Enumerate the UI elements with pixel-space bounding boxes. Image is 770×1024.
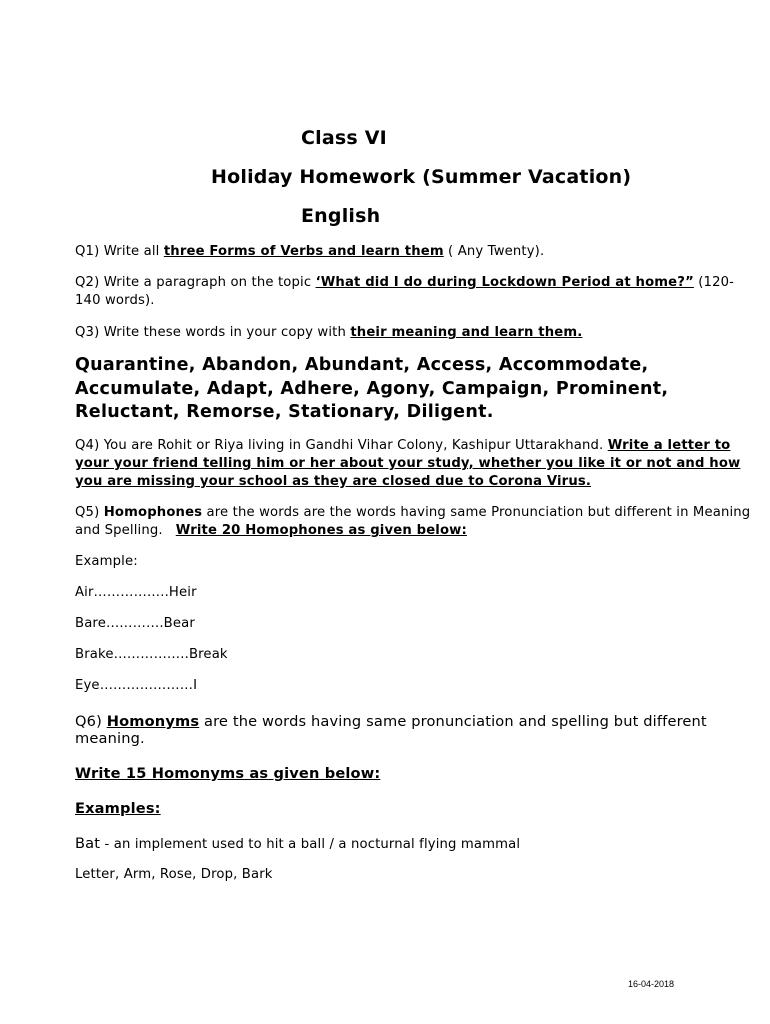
q5-prefix: Q5) [75,505,104,520]
question-4 [75,437,755,491]
q6-term: Homonyms [106,713,200,730]
q5-instruction: Write 20 Homophones as given below: [175,523,467,538]
homophone-pair: Eye…………………I [75,678,198,693]
q6-prefix: Q6) [75,713,107,730]
q5-definition: are the words are the words having same Pronunciation but different in Meaning and Spelling. [75,505,755,538]
footer-date: 16-04-2018 [628,979,675,989]
q4-emphasis: Write a letter to your your friend telling him or her about your study, whether you like it or not and how you are missing your school as they are closed due to Corona Virus. [75,438,741,489]
q1-emphasis: three Forms of Verbs and learn them [163,244,444,259]
example-label: Example: [75,554,138,569]
subject-title: English [301,205,381,227]
q3-prefix: Q3) Write these words in your copy with [75,325,351,340]
question-1 [75,243,755,261]
question-2 [75,274,755,310]
homophone-pair: Air……………..Heir [75,585,197,600]
q3-emphasis: their meaning and learn them. [350,325,583,340]
q6-instruction: Write 15 Homonyms as given below: [75,765,381,782]
example-meaning: - an implement used to hit a ball / a nocturnal flying mammal [100,837,521,852]
q1-suffix: ( Any Twenty). [443,244,545,259]
homophone-pair: Brake……………..Break [75,647,228,662]
q6-definition: are the words having same pronunciation and spelling but different meaning. [75,713,707,747]
homophone-pair: Bare………….Bear [75,616,195,631]
homonym-word-list: Letter, Arm, Rose, Drop, Bark [75,867,273,882]
q2-suffix: (120-140 words). [75,275,735,308]
q2-emphasis: ‘What did I do during Lockdown Period at home?” [315,275,694,290]
q5-term: Homophones [103,505,203,520]
question-5 [75,504,755,540]
q6-examples-heading: Examples: [75,800,161,817]
question-6 [75,713,755,747]
class-title: Class VI [301,127,387,149]
example-word: Bat [75,835,101,852]
homonym-instruction [75,765,755,784]
examples-heading [75,800,755,819]
vocabulary-list: Quarantine, Abandon, Abundant, Access, Accommodate, Accumulate, Adapt, Adhere, Agony, Campaign, Prominent, Reluctant, Remorse, Stationary, Diligent. [75,355,669,422]
q4-prefix: Q4) You are Rohit or Riya living in Gandhi Vihar Colony, Kashipur Uttarakhand. [75,438,608,453]
q1-prefix: Q1) Write all [75,244,164,259]
q2-prefix: Q2) Write a paragraph on the topic [75,275,316,290]
question-3 [75,324,755,342]
homonym-example [75,835,755,854]
homework-title: Holiday Homework (Summer Vacation) [211,166,632,188]
